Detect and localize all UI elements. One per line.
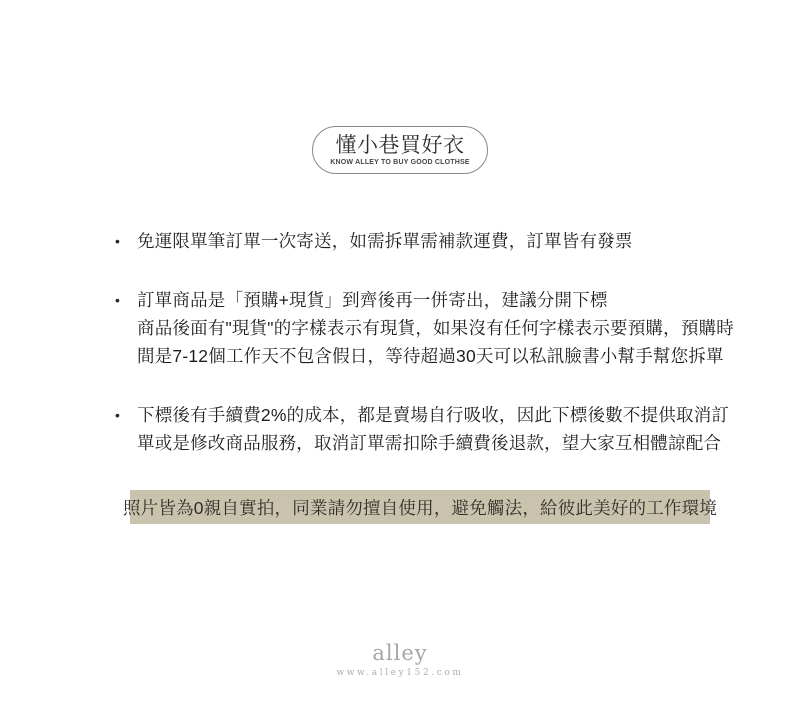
footer-logo: alley xyxy=(372,641,428,665)
bullet-icon: • xyxy=(115,233,120,249)
policy-line: 商品後面有"現貨"的字樣表示有現貨，如果沒有任何字樣表示要預購，預購時 xyxy=(137,318,734,338)
notice-banner-text: 照片皆為0親自實拍，同業請勿擅自使用，避免觸法，給彼此美好的工作環境 xyxy=(122,497,718,518)
bullet-icon: • xyxy=(115,407,120,423)
policy-line: 間是7-12個工作天不包含假日，等待超過30天可以私訊臉書小幫手幫您拆單 xyxy=(137,346,724,366)
policy-text xyxy=(137,286,734,370)
policy-list xyxy=(115,227,734,457)
brand-subtitle: KNOW ALLEY TO BUY GOOD CLOTHSE xyxy=(330,158,470,166)
policy-line: 單或是修改商品服務，取消訂單需扣除手續費後退款，望大家互相體諒配合 xyxy=(137,433,722,453)
footer-website-url: www.alley152.com xyxy=(336,668,464,678)
policy-line: 下標後有手續費2%的成本，都是賣場自行吸收，因此下標後數不提供取消訂 xyxy=(137,405,730,425)
bullet-icon: • xyxy=(115,292,120,308)
footer xyxy=(0,641,800,678)
policy-item xyxy=(115,401,730,457)
brand-badge xyxy=(312,126,488,174)
policy-text xyxy=(137,401,729,457)
notice-banner xyxy=(122,490,718,524)
policy-line: 訂單商品是「預購+現貨」到齊後再一併寄出，建議分開下標 xyxy=(137,290,608,310)
policy-item xyxy=(115,227,725,255)
policy-line: 免運限單筆訂單一次寄送，如需拆單需補款運費，訂單皆有發票 xyxy=(137,231,633,251)
policy-text xyxy=(137,227,725,255)
brand-title: 懂小巷買好衣 xyxy=(335,133,465,157)
policy-item xyxy=(115,286,734,370)
